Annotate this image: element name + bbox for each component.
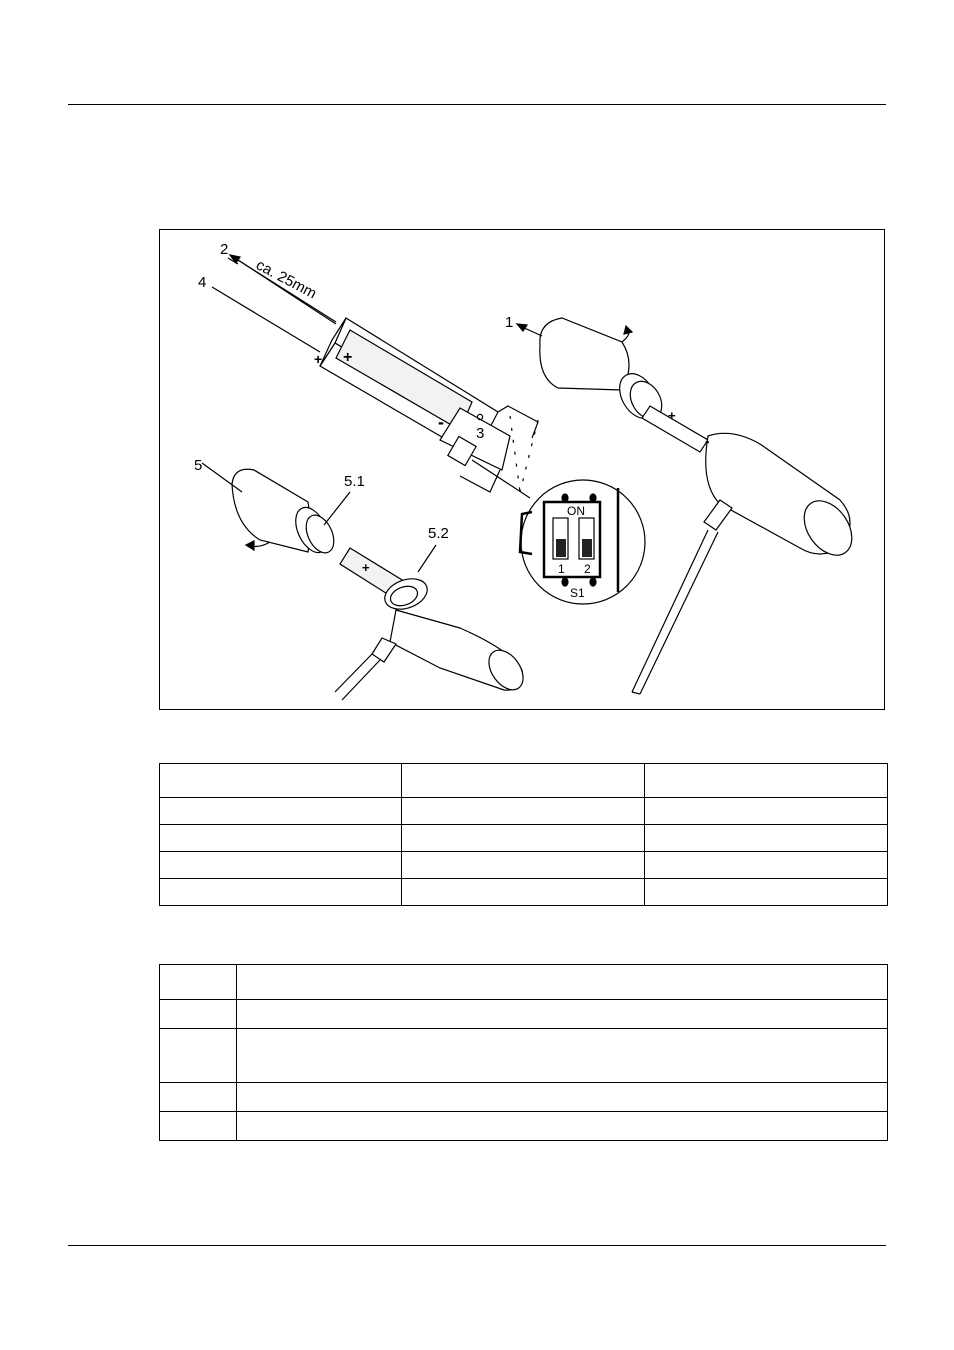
table-cell [160,1083,237,1112]
table-cell [160,1112,237,1141]
table-cell [402,798,645,825]
label-5: 5 [194,457,203,474]
table-row [160,1112,888,1141]
table-row [160,852,888,879]
table-row [160,1000,888,1029]
dimension-arrow [230,255,336,322]
table-cell [402,852,645,879]
table-row [160,879,888,906]
table-1 [159,763,888,906]
table-row [160,798,888,825]
table-cell [402,825,645,852]
plus-sign: + [343,349,353,366]
plus-sign: + [362,560,370,575]
table-cell [237,1029,888,1083]
table-cell [402,764,645,798]
table-row [160,825,888,852]
switch-1-label: 1 [558,562,565,576]
dimension-label: ca. 25mm [253,256,320,303]
header-rule [68,104,886,105]
minus-sign: - [438,412,444,432]
table-cell [237,1112,888,1141]
label-2: 2 [220,241,229,258]
probe-left-illustration [202,463,530,700]
table-row [160,965,888,1000]
table-cell [237,1083,888,1112]
label-4: 4 [198,274,207,291]
table-cell [237,965,888,1000]
table-cell [160,798,402,825]
minus-sign: - [705,433,710,449]
table-cell [160,852,402,879]
table-cell [160,825,402,852]
switch-2-label: 2 [584,562,591,576]
table-cell [645,764,888,798]
table-cell [160,1029,237,1083]
switch-name-label: S1 [570,586,585,600]
table-cell [645,825,888,852]
table-cell [160,764,402,798]
table-cell [237,1000,888,1029]
plus-sign: + [668,408,676,423]
table-cell [645,852,888,879]
plus-sign: + [314,351,323,367]
table-cell [645,798,888,825]
label-5-2: 5.2 [428,525,449,542]
table-row [160,764,888,798]
battery-holder-illustration [212,258,538,498]
table-cell [160,1000,237,1029]
footer-rule [68,1245,886,1246]
table-cell [160,879,402,906]
table-cell [160,965,237,1000]
label-3: 3 [476,425,485,442]
label-1: 1 [505,314,514,331]
table-row [160,1083,888,1112]
table-cell [645,879,888,906]
table-2 [159,964,888,1141]
label-5-1: 5.1 [344,473,365,490]
battery-replacement-figure [159,229,885,710]
table-cell [402,879,645,906]
switch-on-label: ON [567,504,585,518]
table-row [160,1029,888,1083]
